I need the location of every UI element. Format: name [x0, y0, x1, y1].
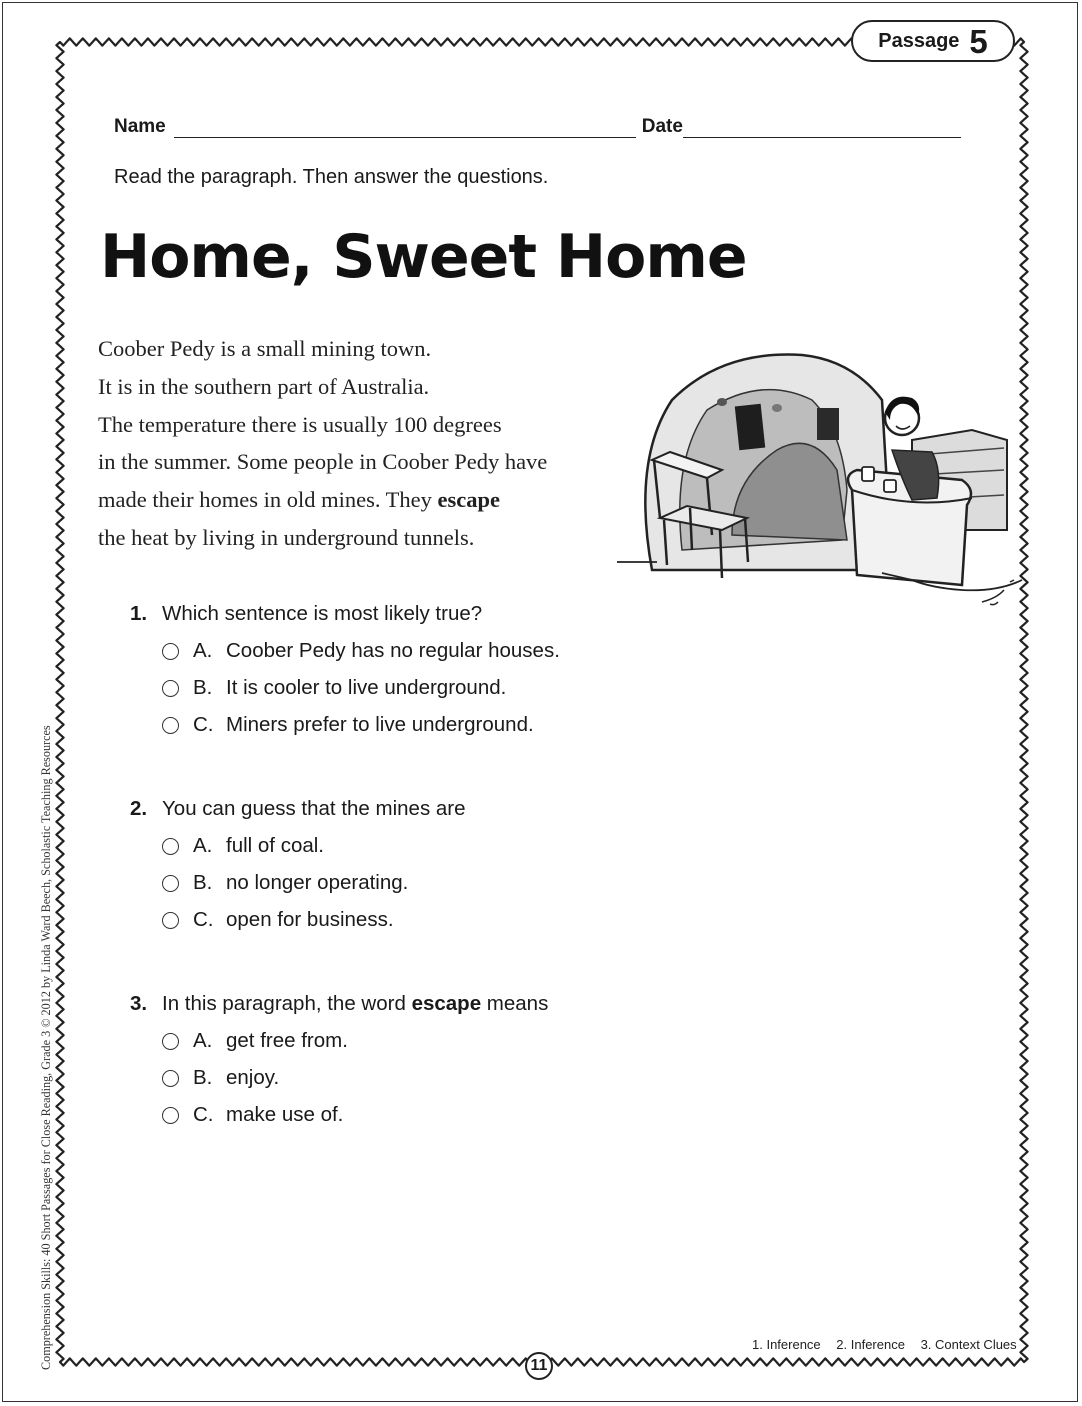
- passage-label: Passage: [878, 29, 960, 52]
- radio-bubble[interactable]: [162, 838, 179, 855]
- question-3: [130, 992, 830, 1127]
- underground-home-illustration: [612, 340, 1032, 620]
- name-date-row: [114, 112, 970, 138]
- option-1a[interactable]: [162, 639, 830, 663]
- option-text: Coober Pedy has no regular houses.: [226, 639, 560, 662]
- option-text: full of coal.: [226, 834, 324, 857]
- option-3a[interactable]: [162, 1029, 830, 1053]
- name-label: Name: [114, 116, 166, 137]
- instructions: Read the paragraph. Then answer the questions.: [114, 166, 549, 188]
- question-number: 1.: [130, 602, 148, 625]
- skills-footer: [752, 1337, 1029, 1352]
- radio-bubble[interactable]: [162, 912, 179, 929]
- paragraph-text: made their homes in old mines. They: [98, 487, 438, 513]
- vocabulary-word: escape: [411, 992, 482, 1015]
- stem-text: means: [481, 992, 549, 1015]
- option-3b[interactable]: [162, 1066, 830, 1090]
- option-2a[interactable]: [162, 834, 830, 858]
- radio-bubble[interactable]: [162, 643, 179, 660]
- option-text: It is cooler to live underground.: [226, 676, 507, 699]
- question-stem: You can guess that the mines are: [162, 797, 466, 820]
- stem-text: In this paragraph, the word: [162, 992, 412, 1015]
- option-text: no longer operating.: [226, 871, 409, 894]
- page-title: Home, Sweet Home: [100, 222, 747, 292]
- date-label: Date: [641, 116, 683, 137]
- radio-bubble[interactable]: [162, 1033, 179, 1050]
- option-letter: B.: [193, 676, 213, 699]
- name-field[interactable]: [174, 119, 636, 138]
- option-2c[interactable]: [162, 908, 830, 932]
- option-letter: B.: [193, 1066, 213, 1089]
- vocabulary-word: escape: [437, 487, 501, 513]
- copyright-credit: Comprehension Skills: 40 Short Passages for Close Reading, Grade 3 © 2012 by Linda Ward Beech, Scholastic Teaching Resources: [39, 725, 53, 1370]
- option-2b[interactable]: [162, 871, 830, 895]
- radio-bubble[interactable]: [162, 680, 179, 697]
- skill-label: 3. Context Clues: [920, 1337, 1017, 1352]
- paragraph-line: Coober Pedy is a small mining town.: [98, 336, 432, 361]
- option-letter: B.: [193, 871, 213, 894]
- option-text: enjoy.: [226, 1066, 280, 1089]
- question-number: 3.: [130, 992, 148, 1015]
- skill-label: 1. Inference: [752, 1337, 821, 1352]
- radio-bubble[interactable]: [162, 717, 179, 734]
- question-2: [130, 797, 830, 932]
- date-field[interactable]: [683, 119, 961, 138]
- option-letter: A.: [193, 834, 213, 857]
- question-stem: [162, 992, 548, 1016]
- page-number: 11: [525, 1352, 553, 1380]
- option-text: open for business.: [226, 908, 394, 931]
- paragraph-line: The temperature there is usually 100 degrees: [98, 411, 502, 437]
- question-number: 2.: [130, 797, 148, 820]
- skill-label: 2. Inference: [836, 1337, 905, 1352]
- radio-bubble[interactable]: [162, 1107, 179, 1124]
- paragraph-line: It is in the southern part of Australia.: [98, 373, 430, 399]
- option-letter: C.: [193, 713, 214, 736]
- option-letter: C.: [193, 908, 214, 931]
- option-text: get free from.: [226, 1029, 348, 1052]
- option-letter: A.: [193, 639, 213, 662]
- question-stem: Which sentence is most likely true?: [162, 602, 483, 625]
- reading-paragraph: [98, 330, 618, 557]
- passage-number: 5: [969, 22, 988, 60]
- option-1b[interactable]: [162, 676, 830, 700]
- option-letter: C.: [193, 1103, 214, 1126]
- radio-bubble[interactable]: [162, 1070, 179, 1087]
- option-letter: A.: [193, 1029, 213, 1052]
- paragraph-line: in the summer. Some people in Coober Pedy have: [98, 449, 548, 475]
- question-1: [130, 602, 830, 737]
- option-text: make use of.: [226, 1103, 344, 1126]
- paragraph-line: the heat by living in underground tunnels.: [98, 524, 475, 550]
- option-3c[interactable]: [162, 1103, 830, 1127]
- option-1c[interactable]: [162, 713, 830, 737]
- paragraph-line: [98, 481, 618, 519]
- option-text: Miners prefer to live underground.: [226, 713, 534, 736]
- passage-tab: [851, 20, 1015, 62]
- radio-bubble[interactable]: [162, 875, 179, 892]
